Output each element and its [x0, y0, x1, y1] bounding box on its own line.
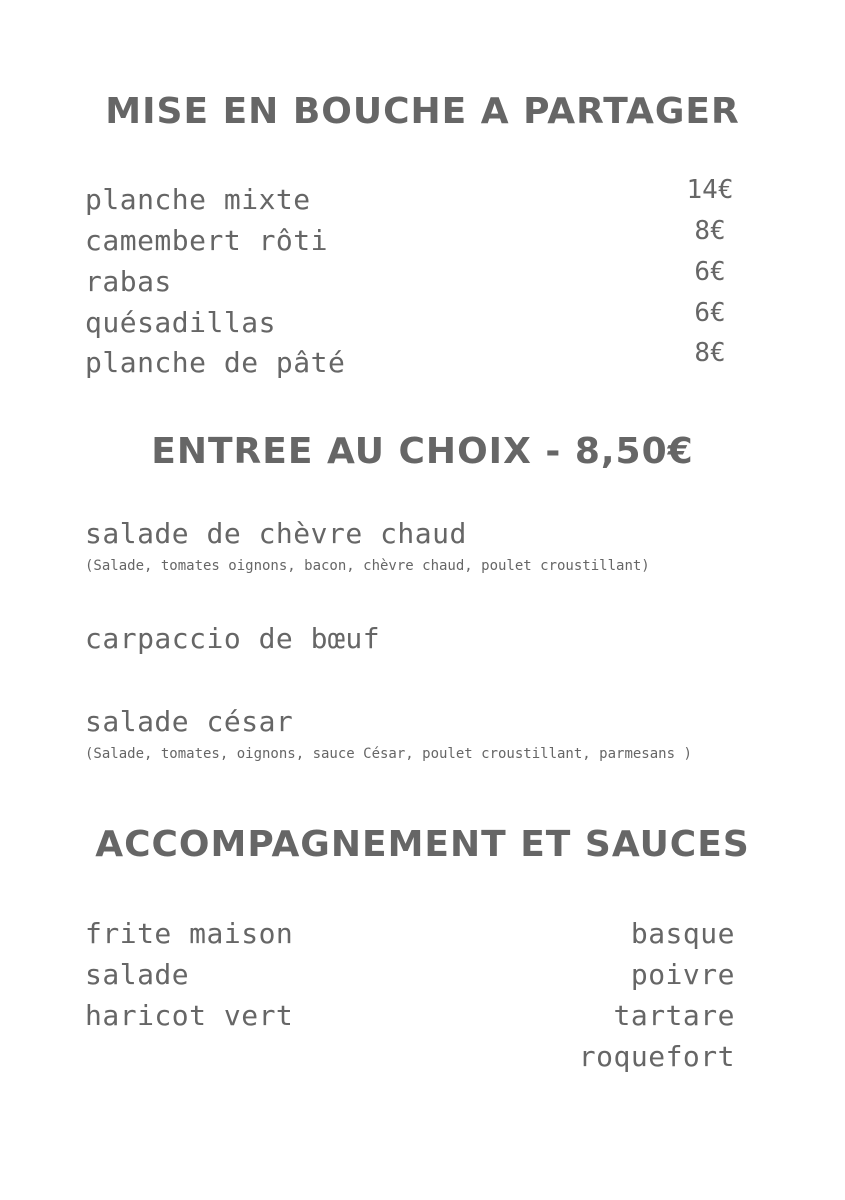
- menu-item-name: carpaccio de bœuf: [85, 622, 381, 655]
- sauce-item: poivre: [630, 958, 735, 991]
- accompaniment-item: haricot vert: [85, 999, 294, 1032]
- menu-item-name: planche de pâté: [85, 346, 346, 379]
- section-title-sides: ACCOMPAGNEMENT ET SAUCES: [95, 824, 750, 865]
- menu-item-description: (Salade, tomates oignons, bacon, chèvre chaud, poulet croustillant): [85, 558, 650, 574]
- sauce-item: tartare: [613, 999, 735, 1032]
- menu-item-name: rabas: [85, 265, 172, 298]
- sauce-item: roquefort: [578, 1040, 735, 1073]
- section-title-entrees: ENTREE AU CHOIX - 8,50€: [151, 431, 694, 472]
- menu-item-description: (Salade, tomates, oignons, sauce César, poulet croustillant, parmesans ): [85, 746, 692, 762]
- section-title-starters: MISE EN BOUCHE A PARTAGER: [105, 91, 740, 132]
- menu-item-name: planche mixte: [85, 183, 311, 216]
- menu-item-price: 8€: [694, 338, 726, 368]
- menu-item-name: salade de chèvre chaud: [85, 517, 467, 550]
- menu-item-name: quésadillas: [85, 306, 276, 339]
- menu-item-price: 6€: [694, 257, 726, 287]
- menu-item-price: 8€: [694, 216, 726, 246]
- sauce-item: basque: [630, 917, 735, 950]
- menu-item-name: salade césar: [85, 705, 294, 738]
- menu-item-price: 6€: [694, 298, 726, 328]
- accompaniment-item: salade: [85, 958, 190, 991]
- menu-item-price: 14€: [686, 175, 734, 205]
- accompaniment-item: frite maison: [85, 917, 294, 950]
- menu-item-name: camembert rôti: [85, 224, 329, 257]
